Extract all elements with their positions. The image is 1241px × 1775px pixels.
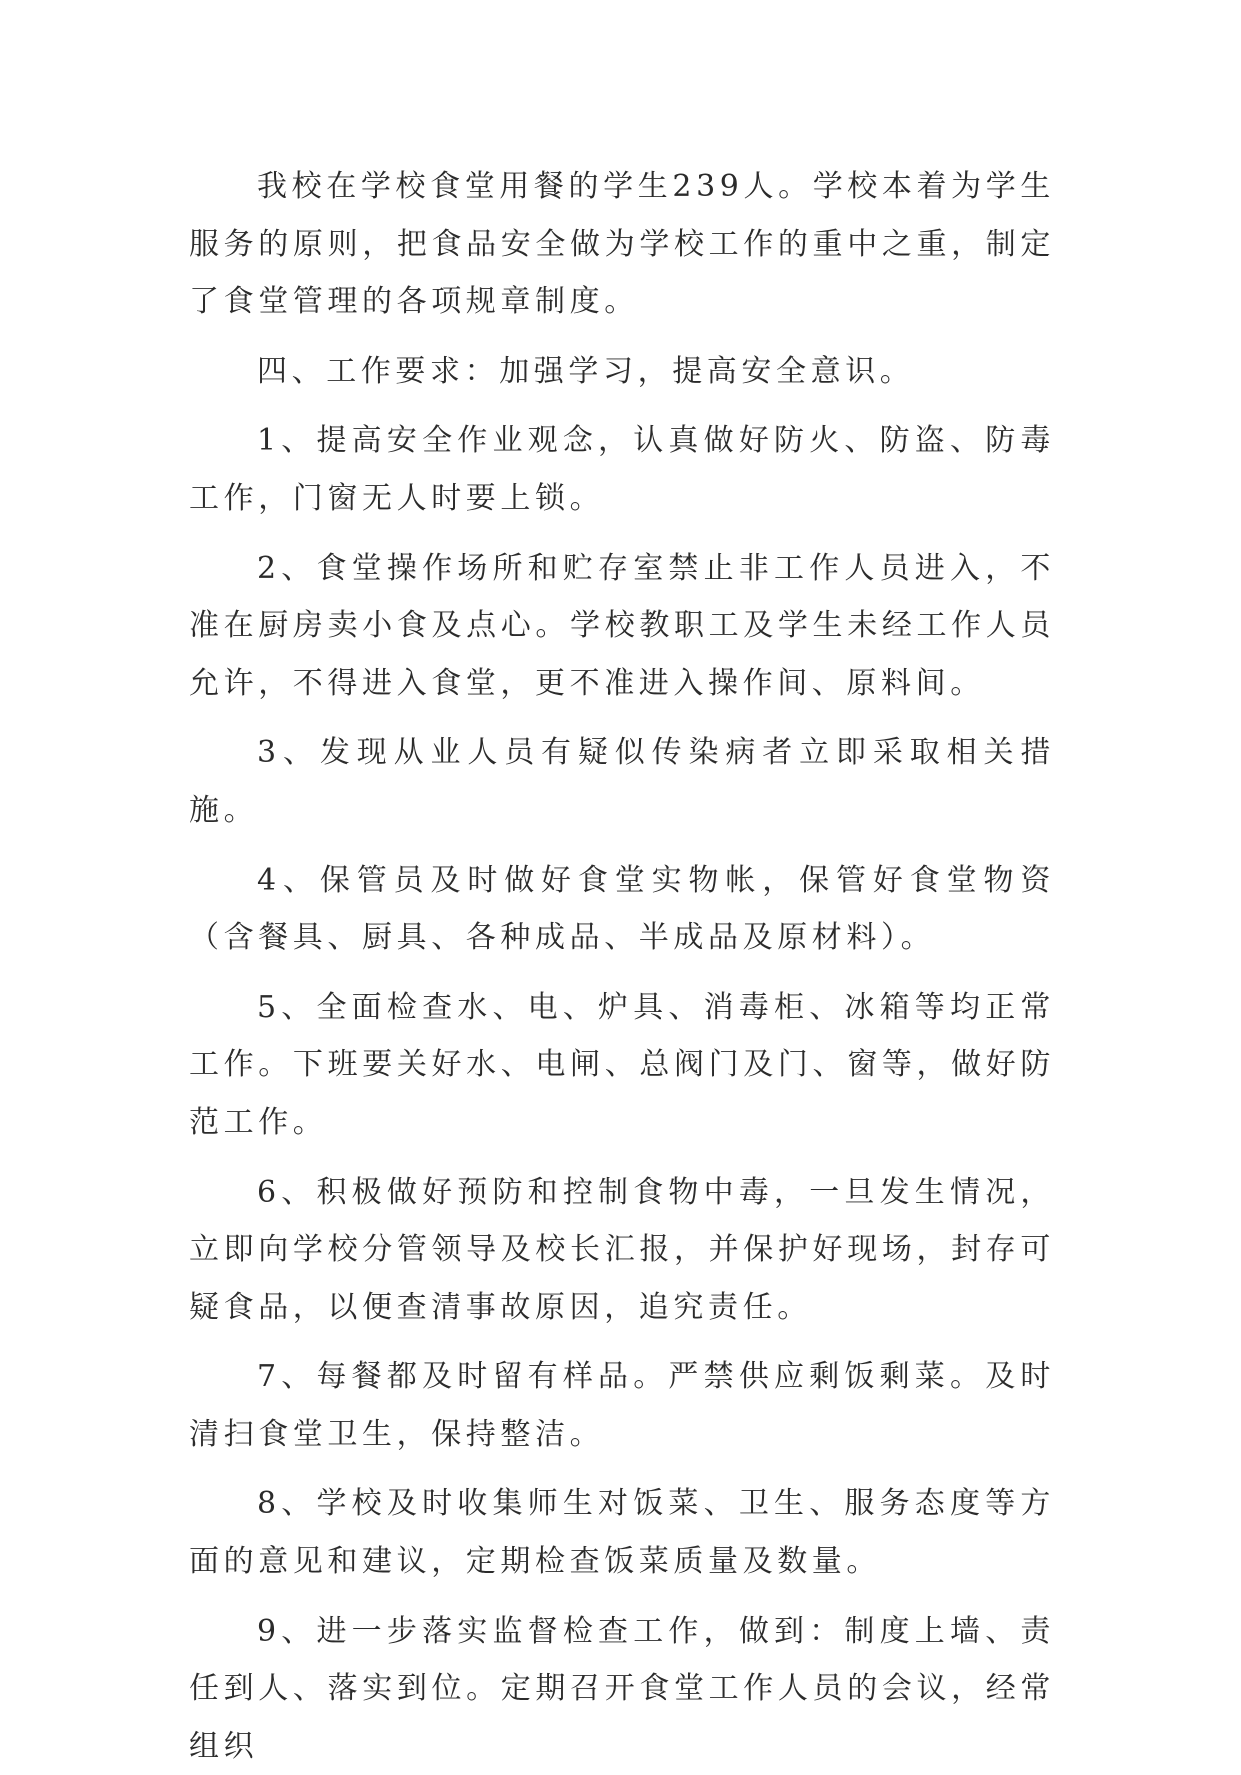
paragraph-item-4: 4、保管员及时做好食堂实物帐，保管好食堂物资（含餐具、厨具、各种成品、半成品及原材料）。 [189, 862, 1055, 956]
paragraph-item-7: 7、每餐都及时留有样品。严禁供应剩饭剩菜。及时清扫食堂卫生，保持整洁。 [189, 1359, 1055, 1452]
paragraph-item-3: 3、发现从业人员有疑似传染病者立即采取相关措施。 [189, 735, 1055, 828]
paragraph-item-5: 5、全面检查水、电、炉具、消毒柜、冰箱等均正常工作。下班要关好水、电闸、总阀门及门、窗等，做好防范工作。 [189, 989, 1055, 1140]
paragraph-item-2: 2、食堂操作场所和贮存室禁止非工作人员进入，不准在厨房卖小食及点心。学校教职工及学生未经工作人员允许，不得进入食堂，更不准进入操作间、原料间。 [189, 550, 1055, 701]
paragraph-item-9: 9、进一步落实监督检查工作，做到：制度上墙、责任到人、落实到位。定期召开食堂工作人员的会议，经常组织 [189, 1613, 1055, 1764]
paragraph-item-6: 6、积极做好预防和控制食物中毒，一旦发生情况，立即向学校分管领导及校长汇报，并保护好现场，封存可疑食品，以便查清事故原因，追究责任。 [189, 1174, 1055, 1325]
document-page [189, 158, 1055, 1775]
paragraph-item-8: 8、学校及时收集师生对饭菜、卫生、服务态度等方面的意见和建议，定期检查饭菜质量及数量。 [189, 1486, 1055, 1580]
paragraph-intro: 我校在学校食堂用餐的学生239人。学校本着为学生服务的原则，把食品安全做为学校工作的重中之重，制定了食堂管理的各项规章制度。 [189, 169, 1055, 320]
paragraph-item-1: 1、提高安全作业观念，认真做好防火、防盗、防毒工作，门窗无人时要上锁。 [189, 423, 1055, 516]
paragraph-section-heading: 四、工作要求：加强学习，提高安全意识。 [257, 353, 915, 389]
